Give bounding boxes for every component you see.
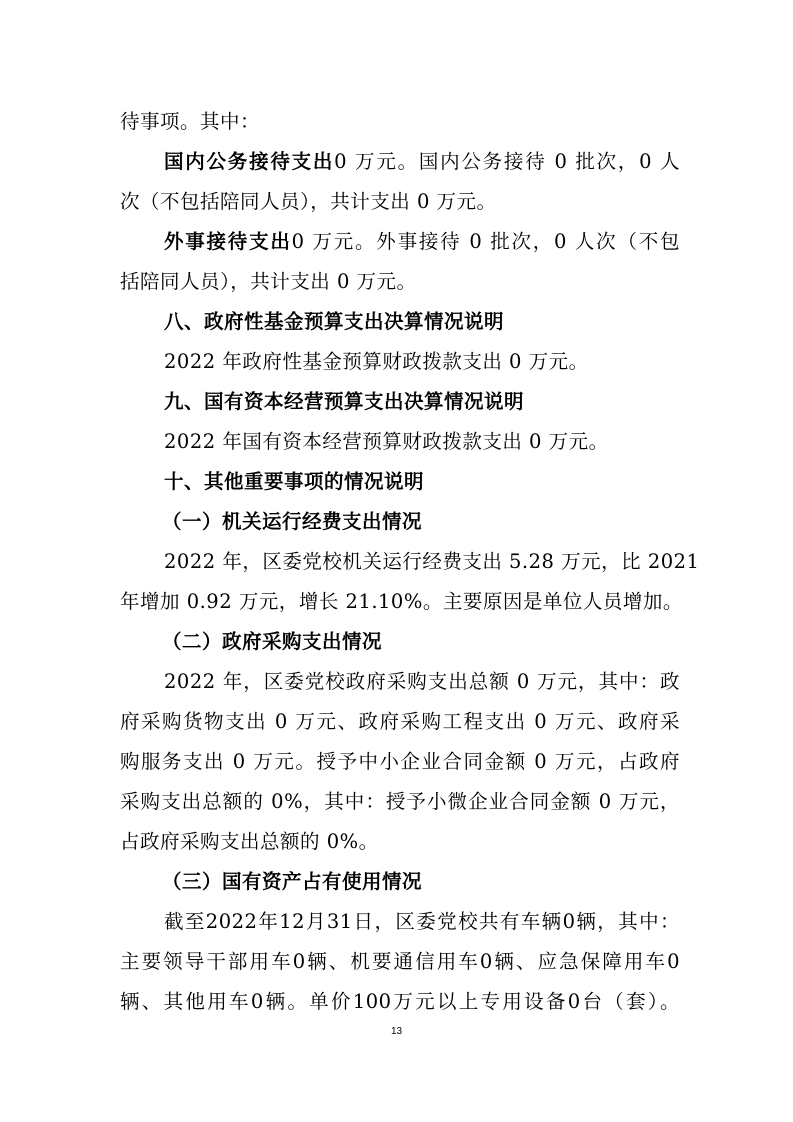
text-line: 购服务支出 0 万元。授予中小企业合同金额 0 万元，占政府 — [120, 750, 680, 773]
subsection-heading: （一）机关运行经费支出情况 — [162, 510, 423, 533]
subsection-heading: （二）政府采购支出情况 — [162, 630, 383, 653]
text-line: 辆、其他用车0辆。单价100万元以上专用设备0台（套）。 — [120, 990, 680, 1013]
subsection-heading: （三）国有资产占有使用情况 — [162, 870, 423, 893]
text-line: 2022 年，区委党校政府采购支出总额 0 万元，其中：政 — [164, 670, 680, 693]
bold-term: 国内公务接待支出 — [164, 150, 335, 173]
section-heading: 九、国有资本经营预算支出决算情况说明 — [164, 390, 525, 413]
text-line: 占政府采购支出总额的 0%。 — [120, 830, 379, 853]
text-span: 0 万元。国内公务接待 0 批次，0 人 — [334, 150, 680, 173]
text-line: 2022 年，区委党校机关运行经费支出 5.28 万元，比 2021 — [164, 550, 700, 573]
text-line: 年增加 0.92 万元，增长 21.10%。主要原因是单位人员增加。 — [120, 590, 683, 613]
text-line: 待事项。其中： — [120, 110, 261, 133]
text-line: 2022 年政府性基金预算财政拨款支出 0 万元。 — [164, 350, 589, 373]
text-line: 截至2022年12月31日，区委党校共有车辆0辆，其中： — [164, 910, 680, 933]
text-span: 0 万元。外事接待 0 批次，0 人次（不包 — [291, 230, 680, 253]
page-number: 13 — [390, 1026, 403, 1037]
section-heading: 八、政府性基金预算支出决算情况说明 — [164, 310, 505, 333]
section-heading: 十、其他重要事项的情况说明 — [164, 470, 425, 493]
text-line — [164, 228, 680, 256]
text-line: 次（不包括陪同人员），共计支出 0 万元。 — [120, 190, 497, 213]
text-line: 主要领导干部用车0辆、机要通信用车0辆、应急保障用车0 — [120, 950, 680, 973]
text-line — [164, 148, 680, 176]
text-line: 括陪同人员），共计支出 0 万元。 — [120, 270, 417, 293]
text-line: 2022 年国有资本经营预算财政拨款支出 0 万元。 — [164, 430, 609, 453]
text-line: 采购支出总额的 0%，其中：授予小微企业合同金额 0 万元， — [120, 790, 680, 813]
bold-term: 外事接待支出 — [164, 230, 292, 253]
text-line: 府采购货物支出 0 万元、政府采购工程支出 0 万元、政府采 — [120, 710, 680, 733]
